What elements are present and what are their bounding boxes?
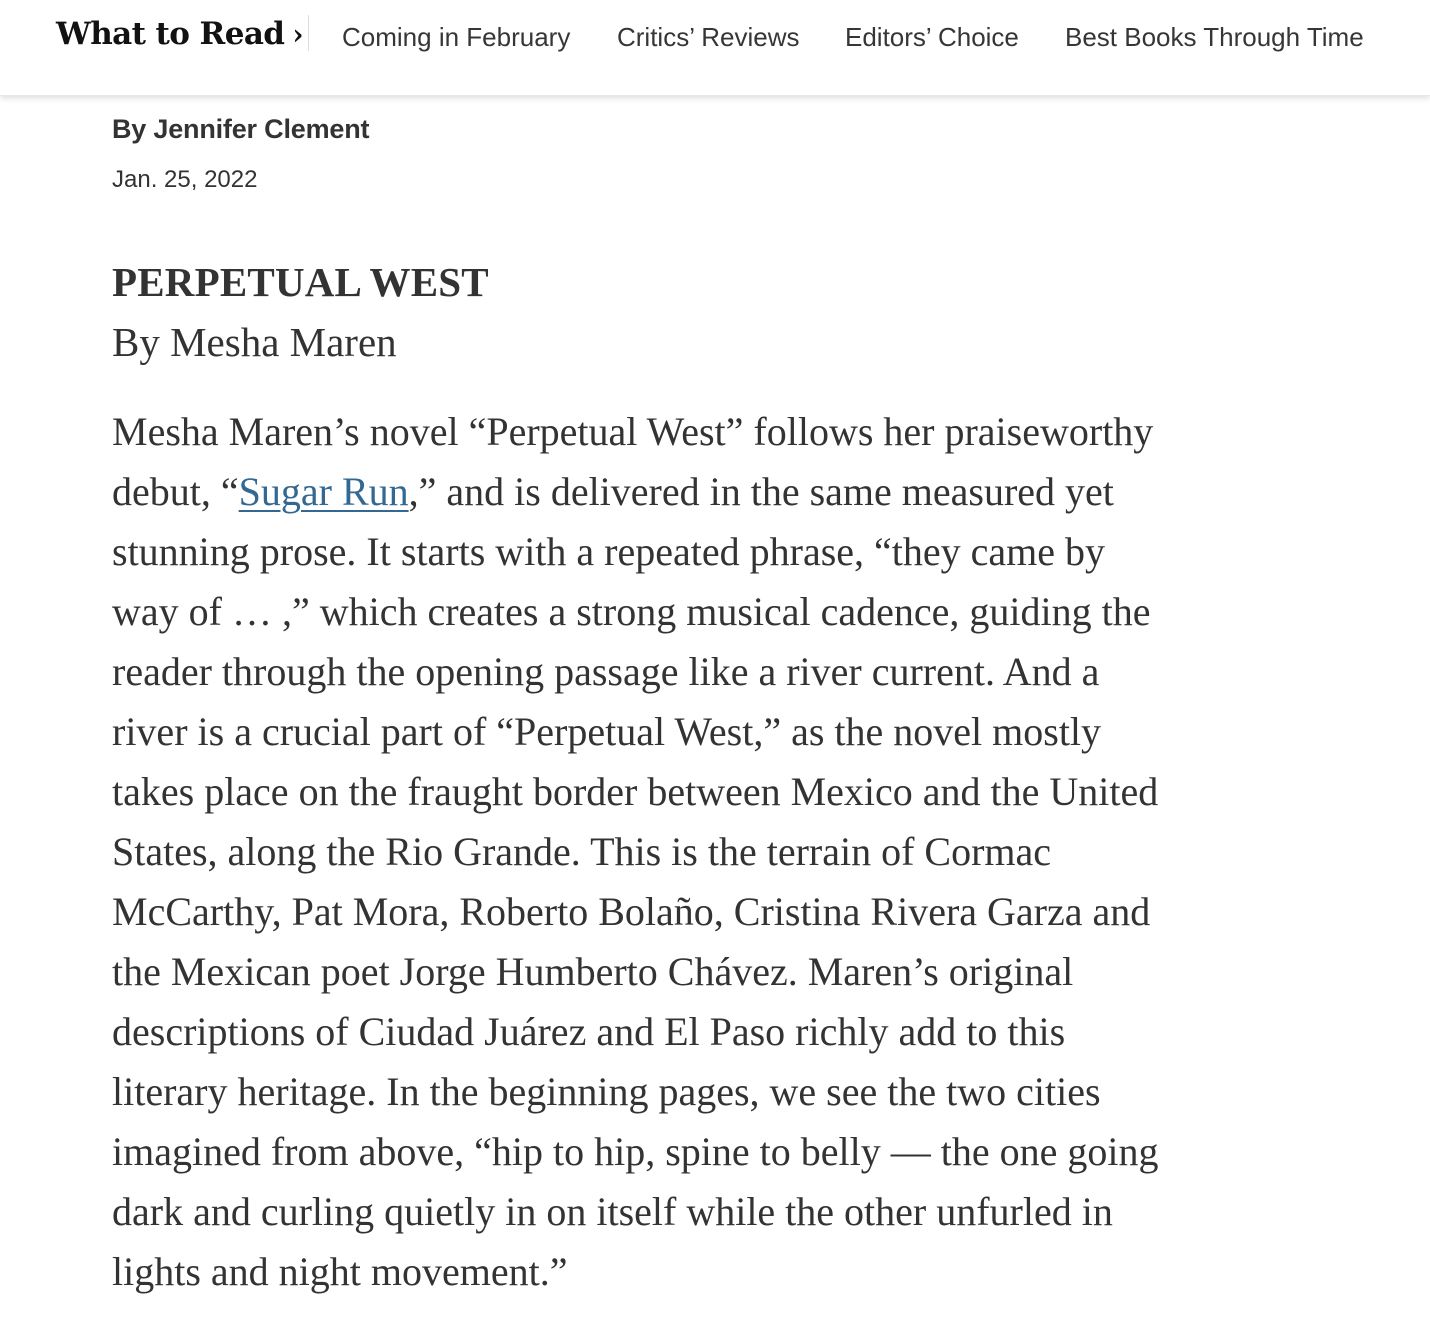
paragraph-line: stunning prose. It starts with a repeated phrase, “they came by bbox=[112, 529, 1106, 574]
nav-link-coming-in-february[interactable]: Coming in February bbox=[342, 22, 571, 52]
paragraph-text-fragment: debut, “ bbox=[112, 469, 239, 514]
nav-divider bbox=[308, 15, 309, 51]
paragraph-line: States, along the Rio Grande. This is the terrain of Cormac bbox=[112, 829, 1052, 874]
article-date: Jan. 25, 2022 bbox=[112, 166, 258, 193]
paragraph-line: literary heritage. In the beginning pages, we see the two cities bbox=[112, 1069, 1101, 1114]
paragraph-line: descriptions of Ciudad Juárez and El Paso richly add to this bbox=[112, 1009, 1066, 1054]
paragraph-line: river is a crucial part of “Perpetual West,” as the novel mostly bbox=[112, 709, 1102, 754]
section-title-link-what-to-read[interactable] bbox=[56, 14, 303, 54]
paragraph-line bbox=[112, 462, 1312, 522]
paragraph-line: way of … ,” which creates a strong musical cadence, guiding the bbox=[112, 589, 1151, 634]
paragraph-line: the Mexican poet Jorge Humberto Chávez. Maren’s original bbox=[112, 949, 1074, 994]
nav-link-editors-choice[interactable]: Editors’ Choice bbox=[845, 22, 1019, 52]
book-title: PERPETUAL WEST bbox=[112, 259, 489, 305]
paragraph-line: McCarthy, Pat Mora, Roberto Bolaño, Cristina Rivera Garza and bbox=[112, 889, 1151, 934]
paragraph-line: Mesha Maren’s novel “Perpetual West” follows her praiseworthy bbox=[112, 409, 1154, 454]
paragraph-line: imagined from above, “hip to hip, spine to belly — the one going bbox=[112, 1129, 1159, 1174]
paragraph-line: lights and night movement.” bbox=[112, 1249, 568, 1294]
paragraph-line: dark and curling quietly in on itself while the other unfurled in bbox=[112, 1189, 1113, 1234]
section-title-label: What to Read bbox=[56, 16, 285, 52]
sugar-run-link[interactable]: Sugar Run bbox=[238, 469, 409, 514]
article-byline: By Jennifer Clement bbox=[112, 114, 370, 144]
review-paragraph bbox=[112, 402, 1312, 1302]
paragraph-line: takes place on the fraught border between Mexico and the United bbox=[112, 769, 1159, 814]
chevron-right-icon: › bbox=[292, 18, 303, 51]
paragraph-line: reader through the opening passage like a river current. And a bbox=[112, 649, 1100, 694]
book-author: By Mesha Maren bbox=[112, 319, 397, 365]
paragraph-text-fragment: ,” and is delivered in the same measured yet bbox=[408, 469, 1114, 514]
nav-link-best-books-through-time[interactable]: Best Books Through Time bbox=[1065, 22, 1364, 52]
top-navigation-bar bbox=[0, 0, 1430, 96]
nav-link-critics-reviews[interactable]: Critics’ Reviews bbox=[617, 22, 800, 52]
